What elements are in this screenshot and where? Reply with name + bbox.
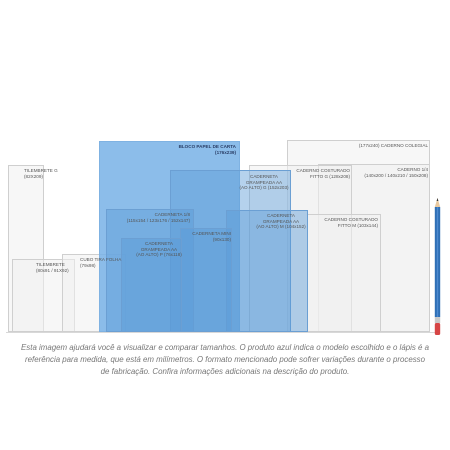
label-caderno-costurado-g: CADERNO COSTURADO FITTO G (128x208) xyxy=(296,168,350,179)
label-caderneta-grampeada-p: CADERNETA GRAMPEADA AA (AO ALTO) P (76x118) xyxy=(136,241,182,258)
label-caderno-costurado-m: CADERNO COSTURADO FITTO M (103x144) xyxy=(324,217,378,228)
label-cubo-tira-folha: CUBO TIRA FOLHA (79x98) xyxy=(80,257,122,268)
caption-text: Esta imagem ajudará você a visualizar e comparar tamanhos. O produto azul indica o modelo escolhido e o lápis é a referência para medida, que está em milímetros. O formato mencionado pode sofrer variações durante o processo de fabricação. Confira informações adicionais na descrição do produto. xyxy=(21,343,429,376)
box-caderno-costurado-m xyxy=(307,214,381,332)
label-tilembrete-g: TILEMBRETE G (82X209) xyxy=(24,168,58,179)
label-caderno-1-4: CADERNO 1/4 (140x200 / 140x210 / 150x208) xyxy=(364,167,428,178)
label-caderneta-grampeada-m: CADERNETA GRAMPEADA AA (AO ALTO) M (104x152) xyxy=(256,213,306,230)
label-caderno-colegial: (177x240) CADERNO COLEGIAL xyxy=(358,143,428,148)
baseline xyxy=(6,332,438,333)
label-caderneta-grampeada-g: CADERNETA GRAMPEADA AA (AO ALTO) G (152x203) xyxy=(239,174,289,191)
label-caderneta-mini: CADERNETA MINI (90x130) xyxy=(192,231,231,242)
pencil-icon xyxy=(434,198,441,336)
label-tilembrete: TILEMBRETE (80x91 / 91X92) xyxy=(36,262,69,273)
label-caderneta-1-8: CADERNETA 1/8 (115x154 / 123x176 / 152x147) xyxy=(126,212,190,223)
label-bloco-papel-de-carta: BLOCO PAPEL DE CARTA (176x239) xyxy=(178,144,236,155)
